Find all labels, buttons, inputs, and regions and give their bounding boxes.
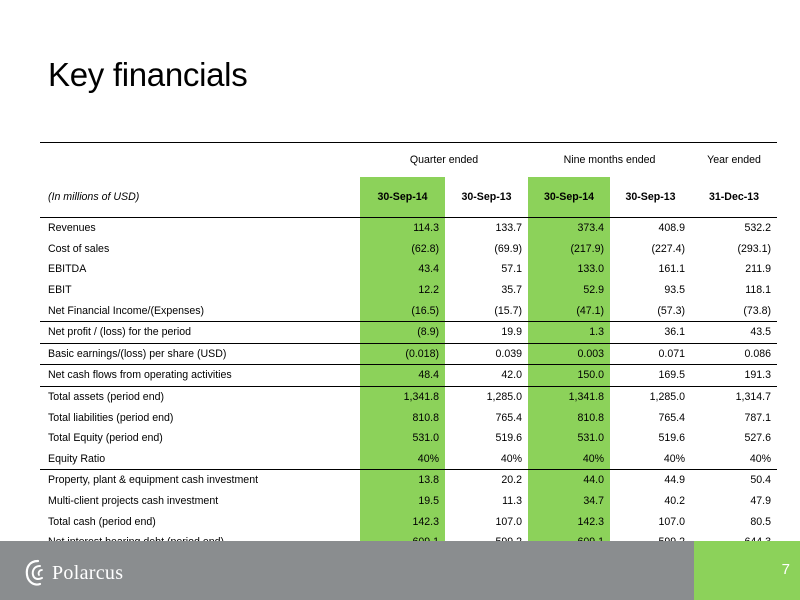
row-label: Cost of sales bbox=[48, 242, 110, 255]
table-cell: (217.9) bbox=[528, 239, 610, 260]
row-label: Basic earnings/(loss) per share (USD) bbox=[40, 343, 360, 365]
polarcus-swirl-icon bbox=[24, 558, 50, 588]
page-number: 7 bbox=[781, 561, 790, 578]
column-header: 31-Dec-13 bbox=[691, 177, 777, 218]
table-row bbox=[40, 218, 777, 239]
table-cell: 34.7 bbox=[528, 491, 610, 512]
table-cell: 810.8 bbox=[528, 407, 610, 428]
row-label: Total assets (period end) bbox=[40, 386, 360, 407]
table-cell: 1,285.0 bbox=[445, 386, 528, 407]
table-cell: 50.4 bbox=[691, 470, 777, 491]
table-cell: 13.8 bbox=[360, 470, 445, 491]
column-header: 30-Sep-13 bbox=[445, 177, 528, 218]
table-cell: 57.1 bbox=[501, 263, 523, 276]
page-title: Key financials bbox=[48, 56, 248, 93]
table-cell: 133.0 bbox=[528, 259, 610, 280]
table-cell: 519.6 bbox=[658, 432, 686, 445]
key-financials-table bbox=[40, 142, 777, 554]
table-cell: 0.003 bbox=[528, 343, 610, 365]
table-row bbox=[40, 321, 777, 343]
table-cell: 133.7 bbox=[495, 222, 523, 235]
polarcus-logo bbox=[24, 556, 123, 590]
column-header: 30-Sep-14 bbox=[528, 177, 610, 218]
table-cell: 80.5 bbox=[750, 515, 772, 528]
table-cell: 20.2 bbox=[445, 470, 528, 491]
table-cell: 0.071 bbox=[610, 343, 691, 365]
row-label: Total Equity (period end) bbox=[48, 432, 163, 445]
table-row bbox=[40, 280, 777, 301]
table-cell: 211.9 bbox=[745, 263, 772, 276]
table-cell: 1,341.8 bbox=[528, 386, 610, 407]
table-cell: 40% bbox=[663, 452, 686, 465]
group-header-year: Year ended bbox=[691, 143, 777, 178]
table-cell: (47.1) bbox=[528, 300, 610, 321]
column-header: 30-Sep-13 bbox=[610, 177, 691, 218]
table-row bbox=[40, 239, 777, 260]
table-cell: 1.3 bbox=[528, 321, 610, 343]
column-header: 30-Sep-14 bbox=[360, 177, 445, 218]
row-label: Net cash flows from operating activities bbox=[40, 365, 360, 387]
table-cell: 47.9 bbox=[750, 495, 772, 508]
table-cell: (69.9) bbox=[494, 242, 523, 255]
row-label: Property, plant & equipment cash investment bbox=[40, 470, 360, 491]
table-cell: 11.3 bbox=[502, 495, 523, 508]
table-cell: 36.1 bbox=[610, 321, 691, 343]
table-cell: (57.3) bbox=[657, 304, 686, 317]
table-row bbox=[40, 259, 777, 280]
column-header-row bbox=[40, 177, 777, 218]
table-cell: 810.8 bbox=[360, 407, 445, 428]
table-cell: 43.4 bbox=[360, 259, 445, 280]
table-cell: 40% bbox=[749, 452, 772, 465]
table-cell: 44.0 bbox=[528, 470, 610, 491]
table-row bbox=[40, 470, 777, 491]
table-cell: 408.9 bbox=[658, 222, 686, 235]
group-header-blank bbox=[40, 143, 360, 178]
table-cell: 1,341.8 bbox=[360, 386, 445, 407]
page-number-box bbox=[694, 541, 800, 600]
table-cell: 1,285.0 bbox=[610, 386, 691, 407]
table-cell: (227.4) bbox=[651, 242, 686, 255]
table-cell: (15.7) bbox=[494, 304, 523, 317]
row-label: Net profit / (loss) for the period bbox=[40, 321, 360, 343]
table-cell: 93.5 bbox=[664, 284, 686, 297]
table-cell: 532.2 bbox=[744, 222, 772, 235]
table-cell: 519.6 bbox=[495, 432, 523, 445]
table-cell: 142.3 bbox=[528, 511, 610, 532]
group-header-row bbox=[40, 143, 777, 178]
table-row bbox=[40, 386, 777, 407]
table-cell: 19.9 bbox=[445, 321, 528, 343]
row-label: EBITDA bbox=[48, 263, 87, 276]
row-label: Total cash (period end) bbox=[48, 515, 156, 528]
table-cell: (0.018) bbox=[360, 343, 445, 365]
table-cell: 765.4 bbox=[495, 411, 523, 424]
table-row bbox=[40, 449, 777, 470]
table-cell: 52.9 bbox=[528, 280, 610, 301]
table-cell: 787.1 bbox=[744, 411, 772, 424]
row-label: EBIT bbox=[48, 284, 72, 297]
table-cell: 44.9 bbox=[610, 470, 691, 491]
table-cell: 527.6 bbox=[744, 432, 772, 445]
table-row bbox=[40, 365, 777, 387]
table-cell: 373.4 bbox=[528, 218, 610, 239]
table-row bbox=[40, 343, 777, 365]
table-cell: 0.039 bbox=[445, 343, 528, 365]
row-label: Net Financial Income/(Expenses) bbox=[48, 304, 205, 317]
table-cell: (293.1) bbox=[737, 242, 772, 255]
table-cell: 12.2 bbox=[360, 280, 445, 301]
group-header-quarter: Quarter ended bbox=[360, 143, 528, 178]
table-cell: 765.4 bbox=[658, 411, 686, 424]
table-cell: (73.8) bbox=[743, 304, 772, 317]
row-label: Revenues bbox=[48, 222, 96, 235]
table-cell: 43.5 bbox=[691, 321, 777, 343]
table-cell: 1,314.7 bbox=[691, 386, 777, 407]
table-cell: 531.0 bbox=[528, 428, 610, 449]
table-cell: 19.5 bbox=[360, 491, 445, 512]
table-cell: 48.4 bbox=[360, 365, 445, 387]
table-row bbox=[40, 511, 777, 532]
table-cell: 114.3 bbox=[360, 218, 445, 239]
row-label: Multi-client projects cash investment bbox=[48, 495, 219, 508]
row-label: Total liabilities (period end) bbox=[48, 411, 174, 424]
table-cell: 40% bbox=[528, 449, 610, 470]
table-row bbox=[40, 428, 777, 449]
table-cell: 107.0 bbox=[495, 515, 523, 528]
table-cell: 35.7 bbox=[501, 284, 523, 297]
table-cell: 169.5 bbox=[610, 365, 691, 387]
table-cell: (16.5) bbox=[360, 300, 445, 321]
table-cell: 150.0 bbox=[528, 365, 610, 387]
table-cell: 118.1 bbox=[745, 284, 772, 297]
table-cell: 40.2 bbox=[664, 495, 686, 508]
group-header-nine-months: Nine months ended bbox=[528, 143, 691, 178]
table-row bbox=[40, 407, 777, 428]
unit-label: (In millions of USD) bbox=[40, 177, 360, 218]
row-label: Equity Ratio bbox=[48, 452, 106, 465]
table-cell: 0.086 bbox=[691, 343, 777, 365]
logo-text: Polarcus bbox=[52, 561, 124, 584]
table-cell: 531.0 bbox=[360, 428, 445, 449]
table-row bbox=[40, 300, 777, 321]
table-cell: (62.8) bbox=[360, 239, 445, 260]
table-cell: 191.3 bbox=[691, 365, 777, 387]
table-cell: 142.3 bbox=[360, 511, 445, 532]
table-row bbox=[40, 491, 777, 512]
table-cell: 161.1 bbox=[658, 263, 686, 276]
table-cell: 40% bbox=[360, 449, 445, 470]
table-cell: 40% bbox=[500, 452, 523, 465]
table-cell: 42.0 bbox=[445, 365, 528, 387]
table-cell: 107.0 bbox=[658, 515, 686, 528]
table-cell: (8.9) bbox=[360, 321, 445, 343]
